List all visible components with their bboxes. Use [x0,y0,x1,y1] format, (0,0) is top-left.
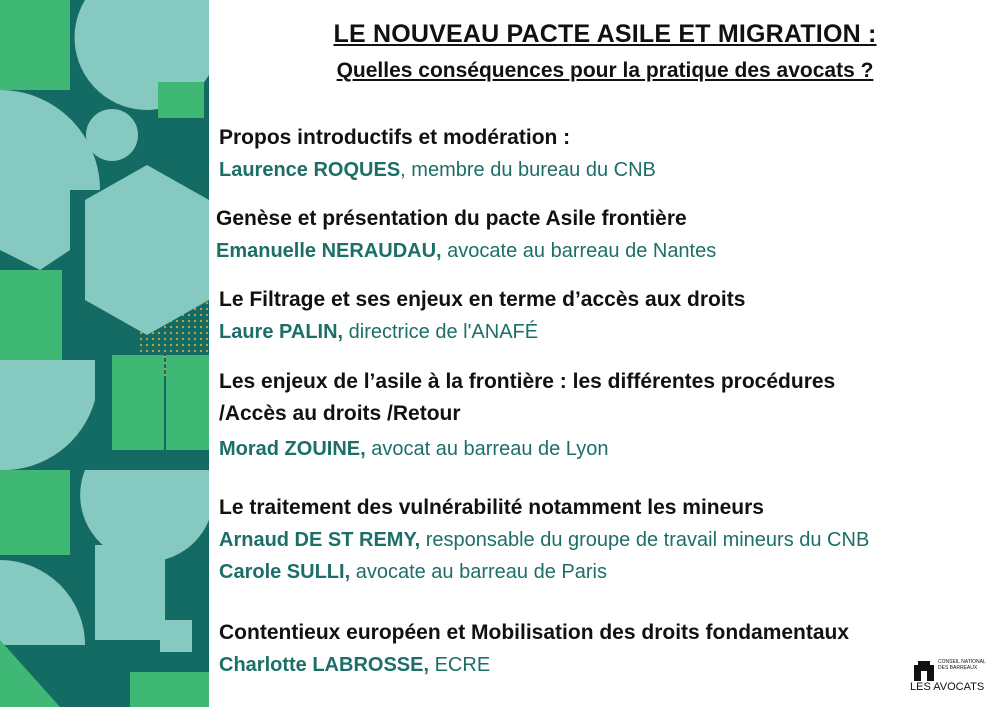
speaker-name: Morad ZOUINE, [219,438,366,460]
section-title: Les enjeux de l’asile à la frontière : les différentes procédures [219,370,836,393]
speaker-role: , membre du bureau du CNB [400,159,656,181]
speaker-role: avocat au barreau de Lyon [365,438,609,460]
speaker-name: Emanuelle NERAUDAU, [216,240,442,262]
section-title: Le Filtrage et ses enjeux en terme d’accès aux droits [219,288,746,311]
logo-label: LES AVOCATS [910,681,985,693]
speaker-role: responsable du groupe de travail mineurs du CNB [420,529,870,551]
speaker-name: Charlotte LABROSSE, [219,654,430,676]
speaker-name: Laurence ROQUES [219,159,401,181]
speaker-role: ECRE [429,654,491,676]
speaker-line [219,154,656,186]
speaker-role: avocate au barreau de Paris [350,561,607,583]
agenda-section-4 [219,366,835,465]
speaker-line [219,649,849,681]
logo-small-text: CONSEIL NATIONAL DES BARREAUX [938,659,986,671]
section-title-line-2: /Accès au droits /Retour [219,402,461,425]
agenda-section-2 [216,203,716,267]
speaker-line [216,235,716,267]
page-subtitle: Quelles conséquences pour la pratique des avocats ? [336,59,874,82]
section-title: Genèse et présentation du pacte Asile frontière [216,207,687,230]
agenda-section-6 [219,617,849,681]
section-title: Contentieux européen et Mobilisation des droits fondamentaux [219,621,850,644]
cnb-logo [910,659,986,693]
speaker-line [219,433,835,465]
section-title: Le traitement des vulnérabilité notamment les mineurs [219,496,764,519]
agenda-section-5 [219,492,869,588]
section-title: Propos introductifs et modération : [219,126,571,149]
hexagon-shape [85,165,209,335]
speaker-line [219,556,869,588]
header [210,20,1000,83]
speaker-name: Laure PALIN, [219,321,344,343]
page-title: LE NOUVEAU PACTE ASILE ET MIGRATION : [333,20,877,48]
speaker-role: directrice de l'ANAFÉ [343,321,539,343]
decorative-side-panel [0,0,209,707]
speaker-line [219,524,869,556]
speaker-role: avocate au barreau de Nantes [441,240,717,262]
speaker-name: Arnaud DE ST REMY, [219,529,421,551]
speaker-line [219,316,745,348]
agenda-section-1 [219,122,656,186]
agenda-section-3 [219,284,745,348]
speaker-name: Carole SULLI, [219,561,351,583]
building-icon [912,659,936,681]
